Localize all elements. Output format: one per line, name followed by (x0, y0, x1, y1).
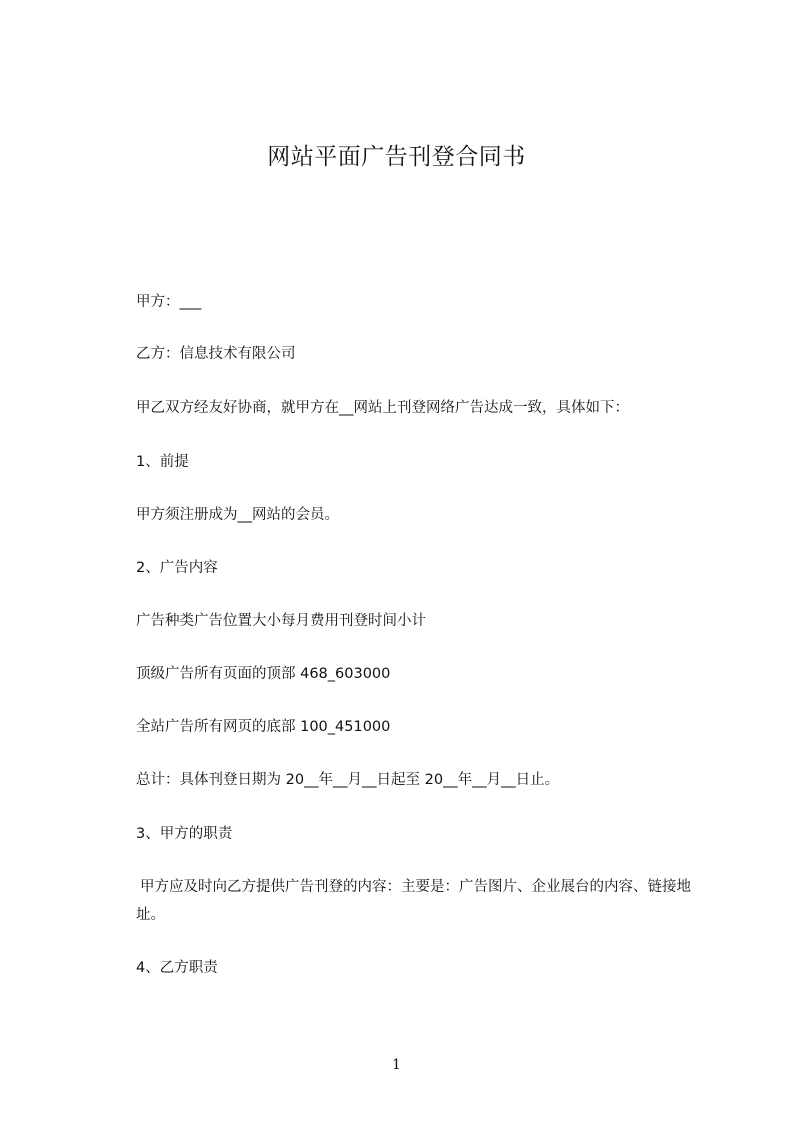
ad-row-top: 顶级广告所有页面的顶部 468_603000 (136, 666, 391, 682)
ad-row-bottom: 全站广告所有网页的底部 100_451000 (136, 719, 391, 735)
total-line: 总计：具体刊登日期为 20__年__月__日起至 20__年__月__日止。 (136, 772, 560, 788)
section-heading-1: 1、前提 (136, 454, 189, 470)
intro-paragraph: 甲乙双方经友好协商，就甲方在__网站上刊登网络广告达成一致，具体如下： (136, 400, 629, 416)
party-b-line: 乙方：信息技术有限公司 (136, 346, 296, 362)
party-a-line: 甲方：___ (136, 294, 202, 310)
section-heading-2: 2、广告内容 (136, 560, 218, 576)
section-heading-4: 4、乙方职责 (136, 960, 218, 976)
document-title: 网站平面广告刊登合同书 (267, 144, 526, 170)
ad-table-header: 广告种类广告位置大小每月费用刊登时间小计 (136, 613, 426, 629)
page-number: 1 (392, 1057, 401, 1073)
section-1-text: 甲方须注册成为__网站的会员。 (136, 507, 339, 523)
section-3-text: 甲方应及时向乙方提供广告刊登的内容：主要是：广告图片、企业展台的内容、链接地址。 (136, 879, 691, 923)
section-heading-3: 3、甲方的职责 (136, 826, 233, 842)
